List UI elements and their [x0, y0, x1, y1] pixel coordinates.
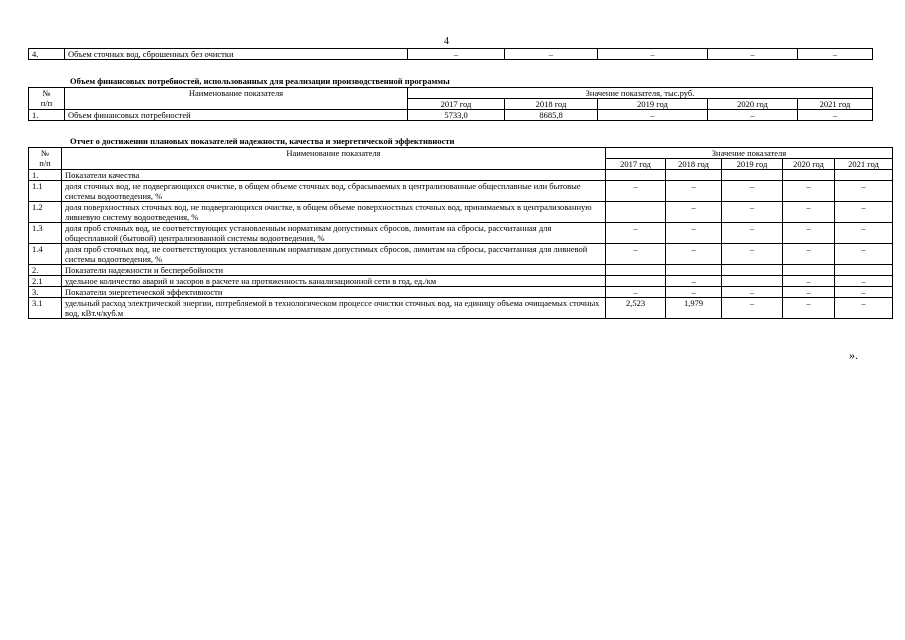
table-row [29, 181, 893, 202]
value-cell: – [505, 49, 598, 60]
value-cell: – [606, 287, 666, 298]
value-cell [606, 276, 666, 287]
header-row [29, 148, 893, 159]
year-cell: 2021 год [835, 159, 893, 170]
header-name: Наименование показателя [65, 88, 408, 110]
year-cell: 2020 год [708, 99, 798, 110]
value-cell: – [783, 181, 835, 202]
year-cell: 2017 год [606, 159, 666, 170]
row-number: 4. [29, 49, 65, 60]
value-cell: – [835, 202, 893, 223]
row-number: 1. [29, 110, 65, 121]
value-cell [666, 170, 722, 181]
row-number: 1.3 [29, 223, 62, 244]
value-cell: – [722, 244, 783, 265]
header-num [29, 148, 62, 170]
value-cell: – [835, 181, 893, 202]
value-cell [722, 170, 783, 181]
value-cell [606, 170, 666, 181]
value-cell: – [783, 244, 835, 265]
table-row [29, 202, 893, 223]
finance-table [28, 87, 873, 121]
row-name: удельное количество аварий и засоров в расчете на протяженность канализационной сети в год, ед./км [62, 276, 606, 287]
value-cell: – [835, 244, 893, 265]
value-cell [606, 202, 666, 223]
value-cell: – [598, 49, 708, 60]
finance-caption: Объем финансовых потребностей, использованных для реализации производственной программы [70, 76, 450, 86]
header-value: Значение показателя, тыс.руб. [408, 88, 873, 99]
value-cell: – [798, 110, 873, 121]
row-name: Объем сточных вод, сброшенных без очистки [65, 49, 408, 60]
header-num [29, 88, 65, 110]
closing-mark: ». [849, 348, 858, 362]
value-cell: – [835, 298, 893, 319]
table-row [29, 298, 893, 319]
row-name: Показатели качества [62, 170, 606, 181]
value-cell: – [598, 110, 708, 121]
value-cell: – [666, 202, 722, 223]
year-cell: 2019 год [598, 99, 708, 110]
value-cell [783, 265, 835, 276]
value-cell [666, 265, 722, 276]
value-cell: – [606, 181, 666, 202]
value-cell: – [708, 49, 798, 60]
row-name: Показатели энергетической эффективности [62, 287, 606, 298]
row-name: доля проб сточных вод, не соответствующих установленным нормативам допустимых сбросов, лимитам на сбросы, рассчитанная для ливневой системы водоотведения, % [62, 244, 606, 265]
header-num-label: п/п [39, 158, 51, 168]
value-cell: – [783, 276, 835, 287]
value-cell: – [722, 181, 783, 202]
value-cell [835, 265, 893, 276]
row-number: 2. [29, 265, 62, 276]
top-continuation-table [28, 48, 873, 60]
row-name: удельный расход электрической энергии, потребляемой в технологическом процессе очистки сточных вод, на единицу объема очищаемых сточных вод, кВт.ч/куб.м [62, 298, 606, 319]
report-body [29, 170, 893, 319]
value-cell: – [722, 202, 783, 223]
value-cell: – [408, 49, 505, 60]
value-cell: – [666, 223, 722, 244]
row-number: 3.1 [29, 298, 62, 319]
header-num-symbol: № [40, 148, 50, 158]
table-row [29, 244, 893, 265]
section-row [29, 170, 893, 181]
value-cell [722, 265, 783, 276]
header-num-symbol: № [42, 88, 51, 98]
header-row [29, 88, 873, 99]
value-cell: – [783, 298, 835, 319]
value-cell: – [666, 244, 722, 265]
value-cell: 2,523 [606, 298, 666, 319]
row-number: 3. [29, 287, 62, 298]
row-number: 2.1 [29, 276, 62, 287]
value-cell: 5733,0 [408, 110, 505, 121]
report-caption: Отчет о достижении плановых показателей надежности, качества и энергетической эффективности [70, 136, 455, 146]
row-name: Объем финансовых потребностей [65, 110, 408, 121]
report-table [28, 147, 893, 319]
value-cell [835, 170, 893, 181]
table-row [29, 110, 873, 121]
value-cell: – [722, 223, 783, 244]
year-cell: 2019 год [722, 159, 783, 170]
value-cell: 1,979 [666, 298, 722, 319]
value-cell: – [722, 298, 783, 319]
year-cell: 2018 год [505, 99, 598, 110]
value-cell [722, 276, 783, 287]
value-cell: – [722, 287, 783, 298]
row-name: доля проб сточных вод, не соответствующих установленным нормативам допустимых сбросов, лимитам на сбросы, рассчитанная для общесплавной (бытовой) централизованной системы водоотведения, % [62, 223, 606, 244]
row-number: 1.1 [29, 181, 62, 202]
value-cell: – [835, 276, 893, 287]
value-cell: – [835, 223, 893, 244]
header-num-label: п/п [40, 98, 53, 108]
row-number: 1. [29, 170, 62, 181]
year-cell: 2017 год [408, 99, 505, 110]
section-row [29, 265, 893, 276]
year-cell: 2021 год [798, 99, 873, 110]
table-row [29, 223, 893, 244]
value-cell: – [606, 223, 666, 244]
value-cell: – [783, 202, 835, 223]
value-cell: – [783, 223, 835, 244]
header-value: Значение показателя [606, 148, 893, 159]
year-cell: 2020 год [783, 159, 835, 170]
value-cell: – [666, 276, 722, 287]
value-cell: – [666, 181, 722, 202]
header-name: Наименование показателя [62, 148, 606, 170]
value-cell: 8685,8 [505, 110, 598, 121]
value-cell: – [708, 110, 798, 121]
value-cell: – [606, 244, 666, 265]
value-cell [783, 170, 835, 181]
row-name: доля сточных вод, не подвергающихся очистке, в общем объеме сточных вод, сбрасываемых в централизованные общесплавные или бытовые системы водоотведения, % [62, 181, 606, 202]
row-name: доля поверхностных сточных вод, не подвергающихся очистке, в общем объеме поверхностных сточных вод, принимаемых в централизованную ливневую систему водоотведения, % [62, 202, 606, 223]
year-cell: 2018 год [666, 159, 722, 170]
value-cell [606, 265, 666, 276]
table-row [29, 287, 893, 298]
table-row [29, 276, 893, 287]
page-number: 4 [444, 36, 449, 47]
value-cell: – [798, 49, 873, 60]
row-name: Показатели надежности и бесперебойности [62, 265, 606, 276]
table-row [29, 49, 873, 60]
row-number: 1.4 [29, 244, 62, 265]
value-cell: – [666, 287, 722, 298]
value-cell: – [783, 287, 835, 298]
value-cell: – [835, 287, 893, 298]
row-number: 1.2 [29, 202, 62, 223]
